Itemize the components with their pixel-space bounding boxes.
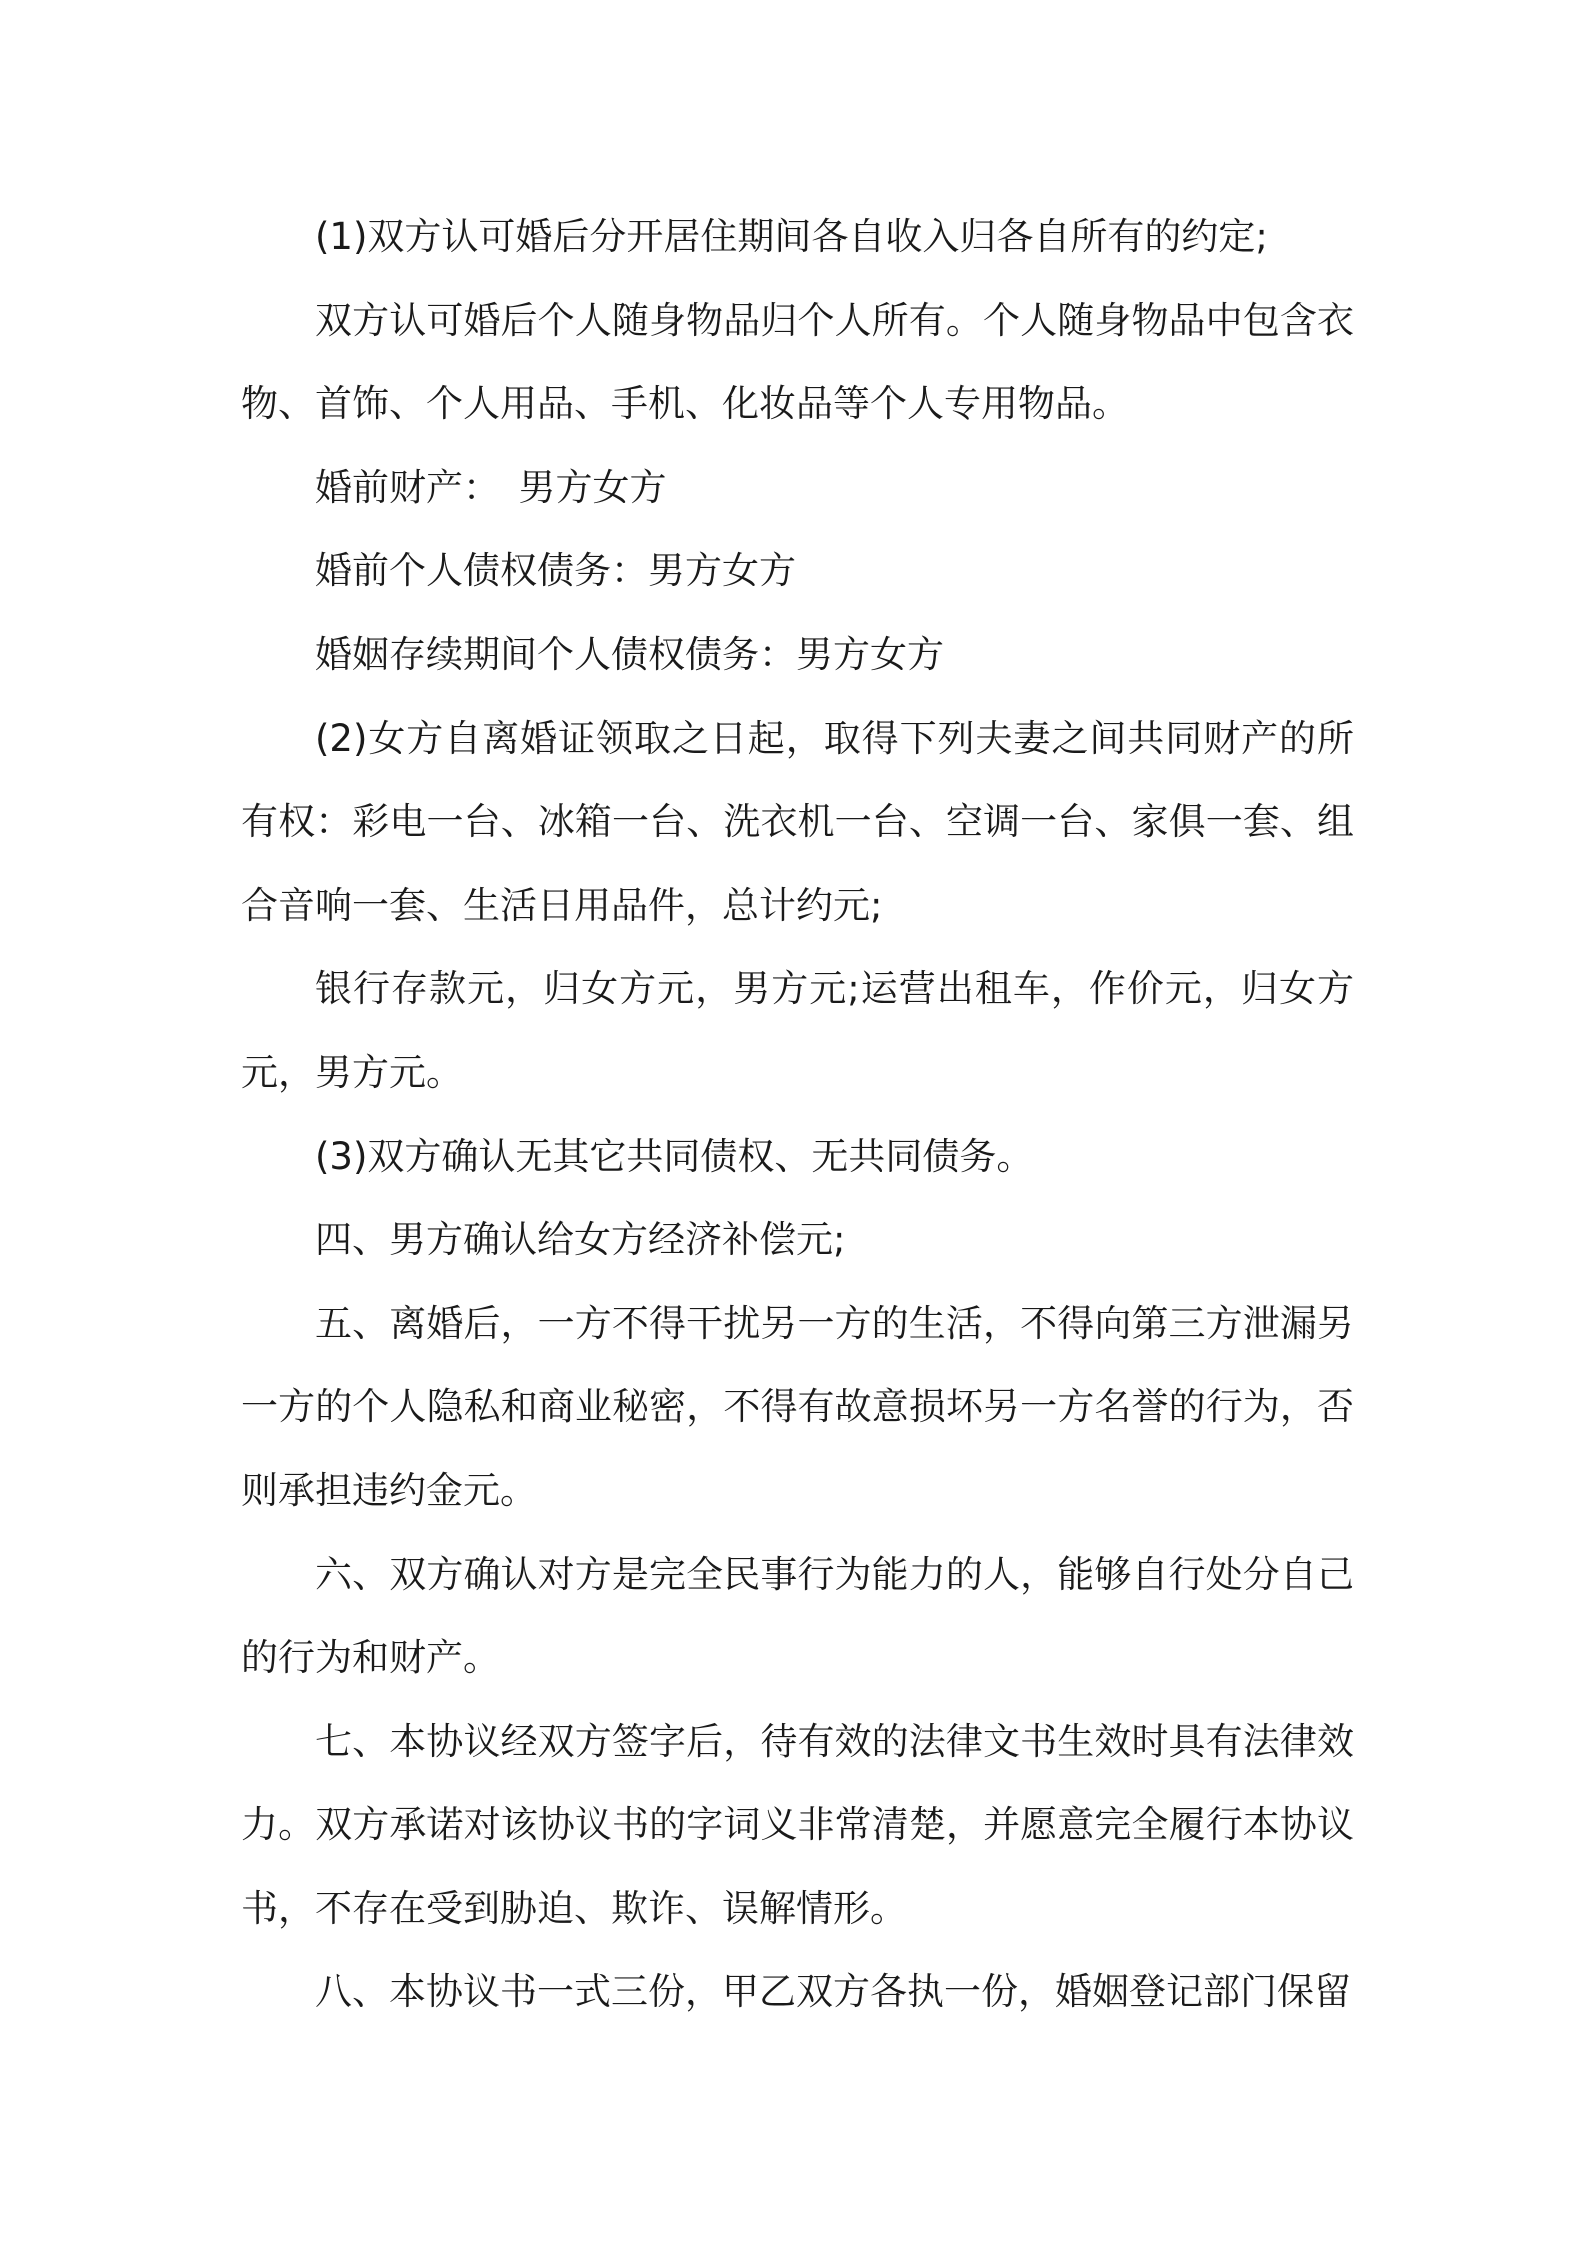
paragraph-joint-property: (2)女方自离婚证领取之日起，取得下列夫妻之间共同财产的所有权：彩电一台、冰箱一台、洗衣机一台、空调一台、家俱一套、组合音响一套、生活日用品件，总计约元; <box>241 716 1354 927</box>
paragraph-personal-belongings: 双方认可婚后个人随身物品归个人所有。个人随身物品中包含衣物、首饰、个人用品、手机、化妆品等个人专用物品。 <box>241 298 1354 426</box>
paragraph-civil-capacity: 六、双方确认对方是完全民事行为能力的人，能够自行处分自己的行为和财产。 <box>241 1552 1354 1680</box>
paragraph-premarital-debts: 婚前个人债权债务：男方女方 <box>315 549 796 593</box>
paragraph-compensation: 四、男方确认给女方经济补偿元; <box>315 1218 846 1262</box>
paragraph-privacy: 五、离婚后，一方不得干扰另一方的生活，不得向第三方泄漏另一方的个人隐私和商业秘密，不得有故意损坏另一方名誉的行为，否则承担违约金元。 <box>241 1301 1354 1512</box>
paragraph-no-joint-debts: (3)双方确认无其它共同债权、无共同债务。 <box>315 1134 1034 1178</box>
paragraph-marital-debts: 婚姻存续期间个人债权债务：男方女方 <box>315 632 944 676</box>
paragraph-bank-deposits: 银行存款元，归女方元，男方元;运营出租车，作价元，归女方元，男方元。 <box>241 967 1354 1094</box>
paragraph-premarital-property: 婚前财产： 男方女方 <box>315 465 667 509</box>
paragraph-copies: 八、本协议书一式三份，甲乙双方各执一份，婚姻登记部门保留 <box>315 1970 1351 2014</box>
paragraph-legal-effect: 七、本协议经双方签字后，待有效的法律文书生效时具有法律效力。双方承诺对该协议书的字词义非常清楚，并愿意完全履行本协议书，不存在受到胁迫、欺诈、误解情形。 <box>241 1719 1354 1930</box>
paragraph-income-agreement: (1)双方认可婚后分开居住期间各自收入归各自所有的约定; <box>315 215 1268 258</box>
